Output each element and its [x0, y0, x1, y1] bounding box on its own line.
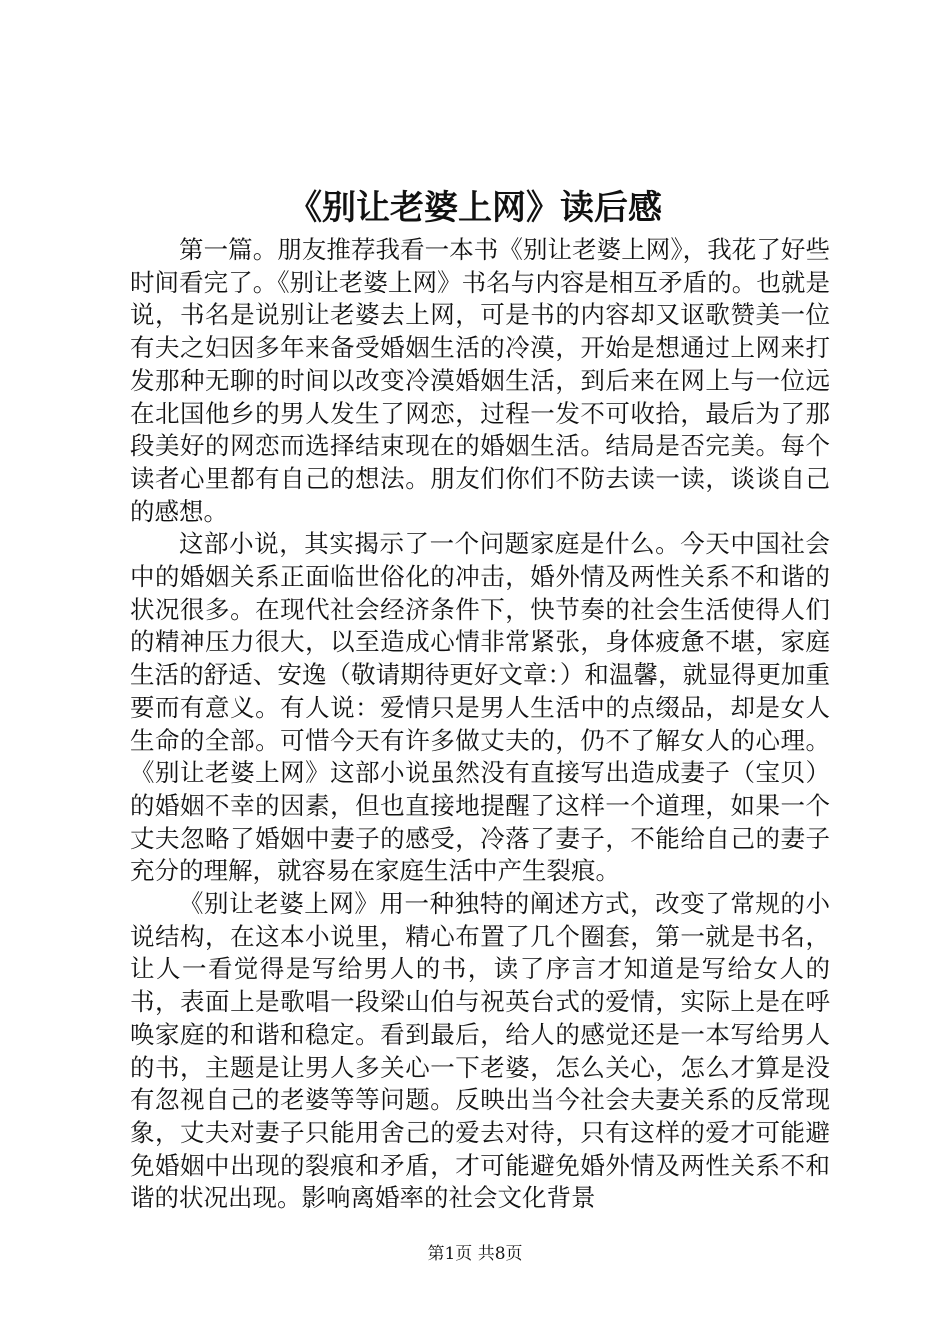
paragraph-1: 第一篇。朋友推荐我看一本书《别让老婆上网》，我花了好些时间看完了。《别让老婆上网》书名与内容是相互矛盾的。也就是说，书名是说别让老婆去上网，可是书的内容却又讴歌赞美一位有夫之妇因多年来备受婚姻生活的冷漠，开始是想通过上网来打发那种无聊的时间以改变冷漠婚姻生活，到后来在网上与一位远在北国他乡的男人发生了网恋，过程一发不可收拾，最后为了那段美好的网恋而选择结束现在的婚姻生活。结局是否完美。每个读者心里都有自己的想法。朋友们你们不防去读一读，谈谈自己的感想。 [130, 235, 830, 526]
document-body [130, 234, 830, 1215]
paragraph-2: 这部小说，其实揭示了一个问题家庭是什么。今天中国社会中的婚姻关系正面临世俗化的冲击，婚外情及两性关系不和谐的状况很多。在现代社会经济条件下，快节奏的社会生活使得人们的精神压力很大，以至造成心情非常紧张，身体疲惫不堪，家庭生活的舒适、安逸（敬请期待更好文章：）和温馨，就显得更加重要而有意义。有人说：爱情只是男人生活中的点缀品，却是女人生命的全部。可惜今天有许多做丈夫的，仍不了解女人的心理。《别让老婆上网》这部小说虽然没有直接写出造成妻子（宝贝）的婚姻不幸的因素，但也直接地提醒了这样一个道理，如果一个丈夫忽略了婚姻中妻子的感受，冷落了妻子，不能给自己的妻子充分的理解，就容易在家庭生活中产生裂痕。 [130, 529, 830, 886]
document-title: 《别让老婆上网》读后感 [288, 188, 662, 228]
paragraph-3: 《别让老婆上网》用一种独特的阐述方式，改变了常规的小说结构，在这本小说里，精心布置了几个圈套，第一就是书名，让人一看觉得是写给男人的书，读了序言才知道是写给女人的书，表面上是歌唱一段梁山伯与祝英台式的爱情，实际上是在呼唤家庭的和谐和稳定。看到最后，给人的感觉还是一本写给男人的书，主题是让男人多关心一下老婆，怎么关心，怎么才算是没有忽视自己的老婆等等问题。反映出当今社会夫妻关系的反常现象，丈夫对妻子只能用舍己的爱去对待，只有这样的爱才可能避免婚姻中出现的裂痕和矛盾，才可能避免婚外情及两性关系不和谐的状况出现。影响离婚率的社会文化背景 [130, 889, 830, 1213]
page-number-footer: 第1页 共8页 [427, 1244, 523, 1264]
